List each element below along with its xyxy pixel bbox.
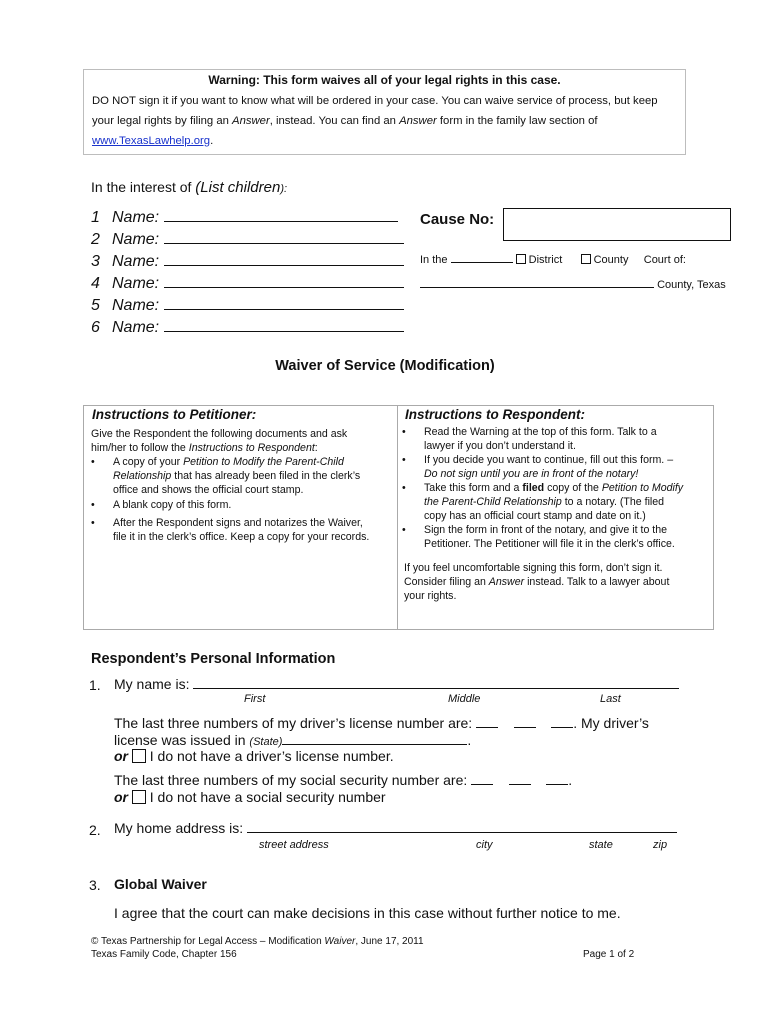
no-ssn-checkbox[interactable] [132, 790, 146, 804]
child-name-field[interactable] [164, 231, 404, 244]
footer-copyright: © Texas Partnership for Legal Access – Modification Waiver, June 17, 2011 [91, 936, 424, 947]
child-name-row: 6 Name: [91, 319, 404, 337]
texaslawhelp-link[interactable]: www.TexasLawhelp.org [92, 135, 211, 147]
warning-line-3: www.TexasLawhelp.org. [92, 135, 214, 147]
middle-label: Middle [448, 693, 481, 705]
dl-state-field[interactable] [282, 732, 467, 745]
no-ssn-line: or I do not have a social security number [114, 789, 386, 805]
child-name-row: 3 Name: [91, 253, 404, 271]
section-1-number: 1. [89, 677, 101, 693]
instructions-box [83, 405, 714, 630]
form-title: Waiver of Service (Modification) [275, 358, 495, 374]
city-label: city [476, 839, 493, 851]
child-name-field[interactable] [164, 297, 404, 310]
petitioner-instructions: Give the Respondent the following documents and ask him/her to follow the Instructions to Respondent: • A copy of your Petition to Modify the Parent-Child Relationship that has already been filed in the clerk’s office and shows the official court stamp. • A blank copy of this form. • After the Respondent signs and notarizes the Waiver, file it in the clerk’s office. Keep a copy for your records. [91, 428, 370, 543]
warning-title: Warning: This form waives all of your legal rights in this case. [208, 73, 561, 87]
child-name-field[interactable] [164, 209, 398, 222]
personal-info-heading: Respondent’s Personal Information [91, 651, 336, 667]
county-line: County, Texas [420, 278, 726, 291]
zip-label: zip [653, 839, 668, 851]
no-dl-line: or I do not have a driver’s license number. [114, 748, 394, 764]
respondent-instructions: • Read the Warning at the top of this form. Talk to a lawyer if you don’t understand it. • If you decide you want to continue, fill out this form. – Do not sign until you are in front of the notary! • Take this form and a filed copy of the Petition to Modify the Parent-Child Relationship to a notary. (The filed copy has an official court stamp and date on it.) • Sign the form in front of the notary, and give it to the Petitioner. The Petitioner will file it in the clerk’s office. If you feel uncomfortable signing this form, don’t sign it. Consider filing an Answer instead. Talk to a lawyer about your rights. [402, 426, 684, 602]
address-row: My home address is: [114, 820, 677, 836]
global-waiver-heading: Global Waiver [114, 876, 207, 892]
cause-no-label: Cause No: [420, 211, 495, 228]
cause-no-input[interactable] [503, 208, 731, 241]
first-label: First [244, 693, 266, 705]
children-intro: In the interest of (List children): [91, 179, 288, 196]
respondent-name-field[interactable] [193, 676, 679, 689]
ssn-line: The last three numbers of my social security number are: . [114, 772, 573, 788]
state-label: state [589, 839, 613, 851]
child-name-field[interactable] [164, 253, 404, 266]
instructions-divider [397, 406, 398, 629]
child-name-field[interactable] [164, 275, 404, 288]
section-2-number: 2. [89, 822, 101, 838]
child-name-row: 5 Name: [91, 297, 404, 315]
respondent-heading: Instructions to Respondent: [405, 407, 585, 422]
petitioner-heading: Instructions to Petitioner: [92, 407, 257, 422]
district-checkbox[interactable] [516, 254, 526, 264]
global-waiver-text: I agree that the court can make decisions in this case without further notice to me. [114, 905, 621, 921]
warning-line-1: DO NOT sign it if you want to know what will be ordered in your case. You can waive service of process, but keep [92, 95, 658, 107]
ssn-digit-field[interactable] [546, 772, 568, 785]
street-label: street address [259, 839, 329, 851]
child-name-row: 1 Name: [91, 209, 398, 227]
court-number-field[interactable] [451, 253, 513, 263]
dl-state-line: license was issued in (State) . [114, 732, 472, 748]
dl-digit-field[interactable] [551, 715, 573, 728]
warning-line-2: your legal rights by filing an Answer, instead. You can find an Answer form in the family law section of [92, 115, 598, 127]
name-row: My name is: [114, 676, 679, 692]
county-name-field[interactable] [420, 278, 654, 288]
dl-number-line: The last three numbers of my driver’s license number are: . My driver’s [114, 715, 649, 731]
page-number: Page 1 of 2 [583, 949, 635, 960]
child-name-field[interactable] [164, 319, 404, 332]
child-name-row: 2 Name: [91, 231, 404, 249]
home-address-field[interactable] [247, 820, 677, 833]
ssn-digit-field[interactable] [471, 772, 493, 785]
child-name-row: 4 Name: [91, 275, 404, 293]
section-3-number: 3. [89, 877, 101, 893]
county-checkbox[interactable] [581, 254, 591, 264]
dl-digit-field[interactable] [476, 715, 498, 728]
last-label: Last [600, 693, 621, 705]
dl-digit-field[interactable] [514, 715, 536, 728]
court-line: In the District County Court of: [420, 254, 686, 266]
footer-code: Texas Family Code, Chapter 156 [91, 949, 237, 960]
no-dl-checkbox[interactable] [132, 749, 146, 763]
warning-box [83, 69, 686, 155]
ssn-digit-field[interactable] [509, 772, 531, 785]
